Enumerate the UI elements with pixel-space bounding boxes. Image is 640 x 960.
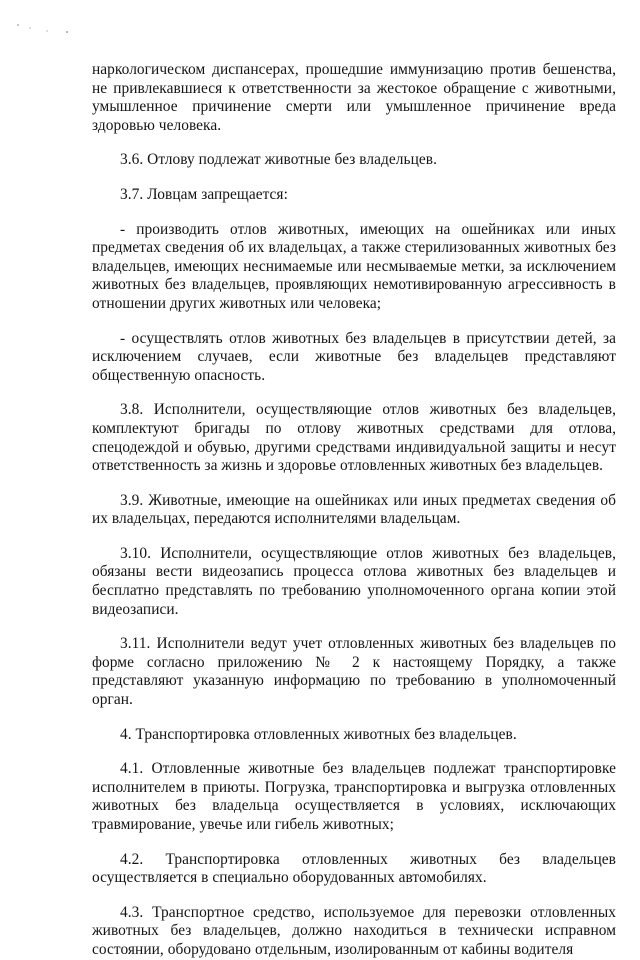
- speck: [17, 24, 18, 25]
- clause-3-7-item-2: - осуществлять отлов животных без владельцев в присутствии детей, за исключением случаев, если животные без владельцев представляют общественную опасность.: [92, 329, 616, 384]
- paragraph-continuation: наркологическом диспансерах, прошедшие иммунизацию против бешенства, не привлекавшиеся к ответственности за жестокое обращение с животными, умышленное причинение смерти или умышленное причинение вреда здоровью человека.: [92, 61, 616, 134]
- section-4-heading: 4. Транспортировка отловленных животных без владельцев.: [120, 725, 517, 743]
- speck: [46, 30, 47, 31]
- clause-4-2: 4.2. Транспортировка отловленных животных без владельцев осуществляется в специально оборудованных автомобилях.: [92, 850, 616, 887]
- clause-3-6: 3.6. Отлову подлежат животные без владельцев.: [120, 151, 437, 169]
- speck: [29, 27, 30, 28]
- speck: [66, 31, 68, 33]
- clause-3-7-item-1: - производить отлов животных, имеющих на ошейниках или иных предметах сведения об их владельцах, а также стерилизованных животных без владельцев, имеющих неснимаемые или несмываемые метки, за исключением животных без владельцев, проявляющих немотивированную агрессивность в отношении других животных или человека;: [92, 220, 616, 312]
- document-body: [92, 61, 616, 960]
- clause-4-3: 4.3. Транспортное средство, используемое для перевозки отловленных животных без владельцев, должно находиться в технически исправном состоянии, оборудовано отдельным, изолированным от кабины водителя: [92, 903, 616, 958]
- clause-3-11: 3.11. Исполнители ведут учет отловленных животных без владельцев по форме согласно приложению № 2 к настоящему Порядку, а также представляют указанную информацию по требованию в уполномоченный орган.: [92, 635, 616, 709]
- clause-3-10: 3.10. Исполнители, осуществляющие отлов животных без владельцев, обязаны вести видеозапись процесса отлова животных без владельцев и бесплатно представлять по требованию уполномоченного органа копии этой видеозаписи.: [92, 544, 616, 618]
- clause-3-7: 3.7. Ловцам запрещается:: [120, 185, 288, 203]
- clause-3-8: 3.8. Исполнители, осуществляющие отлов животных без владельцев, комплектуют бригады по отлову животных средствами для отлова, спецодеждой и обувью, другими средствами индивидуальной защиты и несут ответственность за жизнь и здоровье отловленных животных без владельцев.: [92, 401, 616, 475]
- clause-4-1: 4.1. Отловленные животные без владельцев подлежат транспортировке исполнителем в приюты. Погрузка, транспортировка и выгрузка отловленных животных без владельца осуществляется в условиях, исключающих травмирование, увечье или гибель животных;: [92, 760, 616, 833]
- scan-specks: [16, 22, 76, 34]
- clause-3-9: 3.9. Животные, имеющие на ошейниках или иных предметах сведения об их владельцах, передаются исполнителями владельцам.: [92, 491, 616, 528]
